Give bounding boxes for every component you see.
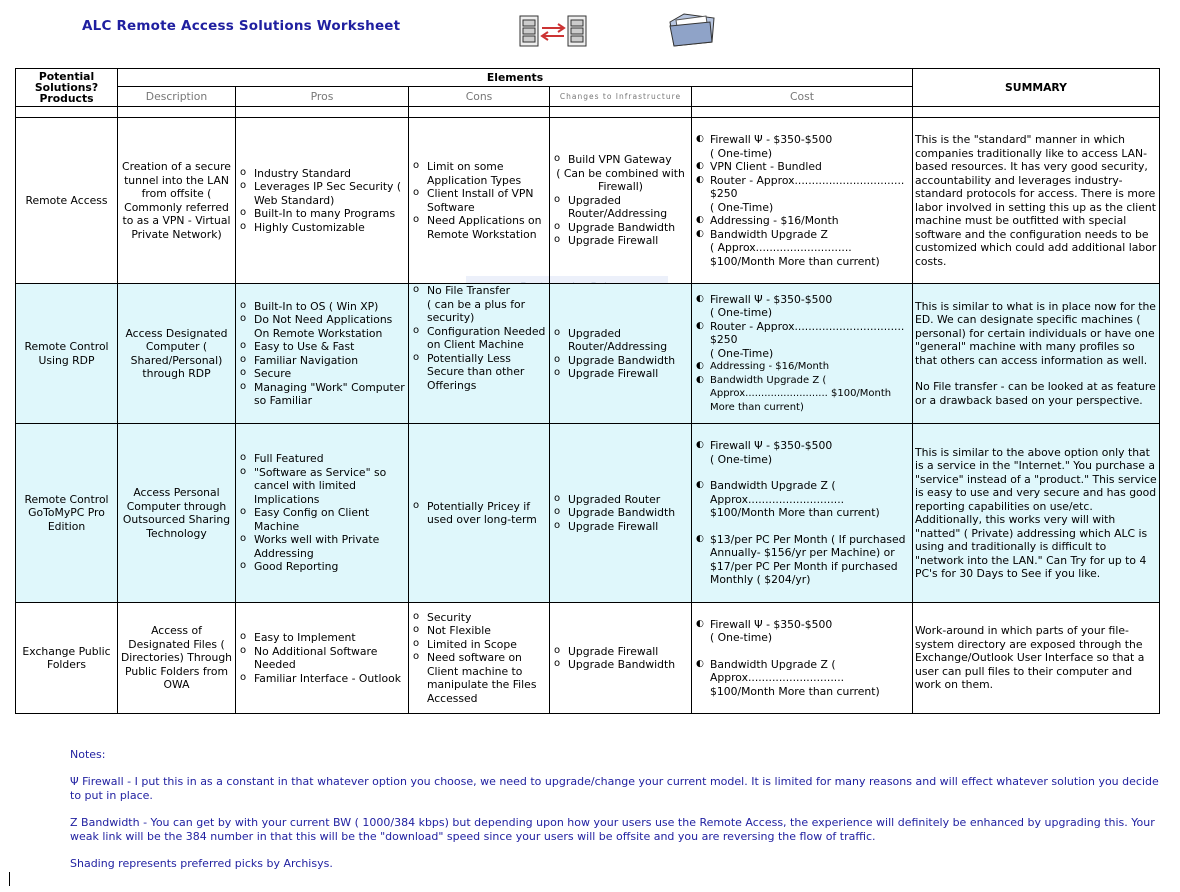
page-title: ALC Remote Access Solutions Worksheet (82, 18, 401, 34)
solution-name: Remote Control Using RDP (16, 284, 118, 424)
list-item: o No Additional Software Needed (238, 645, 406, 672)
file-transfer-cabinets-icon (518, 14, 602, 48)
list-item: o Managing "Work" Computer so Familiar (238, 381, 406, 408)
list-item: o Upgrade Firewall (552, 367, 689, 381)
list-item-note: ( Can be combined with Firewall) (556, 166, 685, 194)
summary-cell (913, 284, 1160, 424)
cons-cell (409, 603, 550, 714)
note-firewall: Ψ Firewall - I put this in as a constant in that whatever option you choose, we need to upgrade/change your current model. It is limited for many reasons and will effect whatever solution you decide to put in place. (70, 775, 1159, 802)
list-item: o Do Not Need Applications On Remote Workstation (238, 313, 406, 340)
list-item: o Limit on some Application Types (411, 160, 547, 187)
list-item-note: ( can be a plus for security) (427, 297, 526, 324)
header-elements: Elements (118, 69, 913, 87)
cons-cell (409, 118, 550, 284)
cons-cell (409, 284, 550, 424)
list-item: o Upgraded Router (552, 493, 689, 507)
summary-cell: This is the "standard" manner in which companies traditionally like to access LAN-based resources. It has very good security, accountability and leverages industry-standard protocols for access. There is more labor involved in setting this up as the client machine must be outfitted with special software and the configuration needs to be customized which could add additional labor costs. (913, 118, 1160, 284)
infrastructure-cell (550, 118, 692, 284)
list-item: o Easy to Use & Fast (238, 340, 406, 354)
list-item: ◐ Bandwidth Upgrade Z ( Approx.......................... $100/Month More than current) (694, 374, 910, 415)
list-item: o Upgrade Bandwidth (552, 658, 689, 672)
header-description: Description (118, 87, 236, 107)
cost-cell (692, 424, 913, 603)
pros-cell (236, 424, 409, 603)
summary-text-2: No File transfer - can be looked at as feature or a drawback based on your perspective. (915, 380, 1156, 407)
list-item: o Potentially Pricey if used over long-term (411, 500, 547, 527)
list-item: o Highly Customizable (238, 221, 406, 235)
cons-cell (409, 424, 550, 603)
open-folder-icon (666, 10, 718, 50)
list-item: o Full Featured (238, 452, 406, 466)
list-item: o Upgrade Firewall (552, 234, 689, 248)
list-item: ◐ Router - Approx................................ $250 (694, 174, 910, 201)
note-shading: Shading represents preferred picks by Archisys. (70, 857, 333, 870)
infrastructure-cell (550, 424, 692, 603)
list-item: ◐ Bandwidth Upgrade Z (694, 228, 910, 242)
list-item: o Good Reporting (238, 560, 406, 574)
list-item: o Familiar Navigation (238, 354, 406, 368)
description-cell: Creation of a secure tunnel into the LAN from offsite ( Commonly referred to as a VPN - Virtual Private Network) (118, 118, 236, 284)
list-item-note: ( Approx............................ $100/Month More than current) (710, 241, 880, 268)
notes-section (70, 748, 1170, 884)
list-item: o Limited in Scope (411, 638, 547, 652)
list-item-note: ( One-time) (710, 452, 773, 466)
header-cons: Cons (409, 87, 550, 107)
list-item-note: ( One-Time) (710, 200, 774, 214)
list-item: o Potentially Less Secure than other Offerings (411, 352, 547, 393)
note-bandwidth: Z Bandwidth - You can get by with your current BW ( 1000/384 kbps) but depending upon how your users use the Remote Access, the experience will definitely be enhanced by upgrading this. Your weak link will be the 384 number in that this will be the "download" speed since your users will be offsite and you are reversing the flow of traffic. (70, 816, 1155, 843)
pros-cell (236, 118, 409, 284)
list-item: ◐ Bandwidth Upgrade Z ( Approx............................ $100/Month More than current) (694, 658, 910, 699)
table-row (16, 424, 1160, 603)
list-item: ◐ Addressing - $16/Month (694, 214, 910, 228)
header-solutions: Potential Solutions? Products (16, 69, 118, 107)
list-item-note: ( One-Time) (710, 346, 774, 360)
table-row (16, 603, 1160, 714)
header-infrastructure: Changes to Infrastructure (550, 87, 692, 107)
cost-cell (692, 603, 913, 714)
notes-heading: Notes: (70, 748, 106, 761)
list-item: o Not Flexible (411, 624, 547, 638)
list-item: ◐ VPN Client - Bundled (694, 160, 910, 174)
table-row (16, 284, 1160, 424)
list-item: ◐ Firewall Ψ - $350-$500 (694, 618, 910, 632)
list-item: o Easy Config on Client Machine (238, 506, 406, 533)
list-item: o Easy to Implement (238, 631, 406, 645)
pros-cell (236, 603, 409, 714)
list-item-note: ( One-time) (710, 306, 773, 320)
header-pros: Pros (236, 87, 409, 107)
list-item: o Familiar Interface - Outlook (238, 672, 406, 686)
list-item: o Upgrade Bandwidth (552, 221, 689, 235)
summary-text: This is similar to what is in place now for the ED. We can designate specific machines ( personal) for certain individuals or have one "general" machine with many profiles so that others can access information as well. (915, 299, 1156, 367)
worksheet-table (15, 68, 1160, 714)
list-item: o Need Applications on Remote Workstation (411, 214, 547, 241)
list-item: o Works well with Private Addressing (238, 533, 406, 560)
header-cost: Cost (692, 87, 913, 107)
solution-name: Exchange Public Folders (16, 603, 118, 714)
list-item: o Built-In to many Programs (238, 207, 406, 221)
list-item-note: ( One-time) (710, 146, 773, 160)
pros-cell (236, 284, 409, 424)
list-item: ◐ $13/per PC Per Month ( If purchased Annually- $156/yr per Machine) or $17/per PC Per Month if purchased Monthly ( $204/yr) (694, 533, 910, 587)
list-item: o Build VPN Gateway (552, 153, 689, 167)
list-item: ◐ Router - Approx................................ $250 (694, 320, 910, 347)
list-item: o Secure (238, 367, 406, 381)
text-cursor (9, 872, 10, 886)
list-item: o Security (411, 611, 547, 625)
header-summary: SUMMARY (913, 69, 1160, 107)
cost-cell (692, 284, 913, 424)
list-item: o Leverages IP Sec Security ( Web Standard) (238, 180, 406, 207)
list-item: ◐ Firewall Ψ - $350-$500 (694, 133, 910, 147)
list-item: o Upgrade Bandwidth (552, 506, 689, 520)
description-cell: Access Personal Computer through Outsourced Sharing Technology (118, 424, 236, 603)
list-item: ◐ Firewall Ψ - $350-$500 (694, 293, 910, 307)
cost-cell (692, 118, 913, 284)
list-item: o Upgrade Firewall (552, 645, 689, 659)
list-item: o Upgraded Router/Addressing (552, 194, 689, 221)
infrastructure-cell (550, 284, 692, 424)
list-item: o Built-In to OS ( Win XP) (238, 300, 406, 314)
list-item: o Upgrade Firewall (552, 520, 689, 534)
list-item: o Configuration Needed on Client Machine (411, 325, 547, 352)
table-row (16, 118, 1160, 284)
list-item: o Upgraded Router/Addressing (552, 327, 689, 354)
description-cell: Access Designated Computer ( Shared/Personal) through RDP (118, 284, 236, 424)
list-item: o Need software on Client machine to manipulate the Files Accessed (411, 651, 547, 705)
list-item: ◐ Bandwidth Upgrade Z ( Approx............................ $100/Month More than current) (694, 479, 910, 520)
list-item: ◐ Firewall Ψ - $350-$500 (694, 439, 910, 453)
solution-name: Remote Control GoToMyPC Pro Edition (16, 424, 118, 603)
solution-name: Remote Access (16, 118, 118, 284)
infrastructure-cell (550, 603, 692, 714)
summary-cell: Work-around in which parts of your file-system directory are exposed through the Exchange/Outlook User Interface so that a user can pull files to their computer and work on them. (913, 603, 1160, 714)
list-item: o Client Install of VPN Software (411, 187, 547, 214)
list-item: o Industry Standard (238, 167, 406, 181)
list-item: o "Software as Service" so cancel with limited Implications (238, 466, 406, 507)
list-item-note: ( One-time) (710, 631, 773, 645)
list-item: ◐ Addressing - $16/Month (694, 360, 910, 374)
summary-cell: This is similar to the above option only that is a service in the "Internet." You purchase a "service" instead of a "product." This service is easy to use and very secure and has good reporting capabilities on use/etc. Additionally, this works very will with "natted" ( Private) addressing which ALC is using and traditionally is difficult to "network into the LAN." Can Try for up to 4 PC's for 30 Days to See if you like. (913, 424, 1160, 603)
description-cell: Access of Designated Files ( Directories) Through Public Folders from OWA (118, 603, 236, 714)
list-item: o No File Transfer (411, 284, 547, 298)
list-item: o Upgrade Bandwidth (552, 354, 689, 368)
